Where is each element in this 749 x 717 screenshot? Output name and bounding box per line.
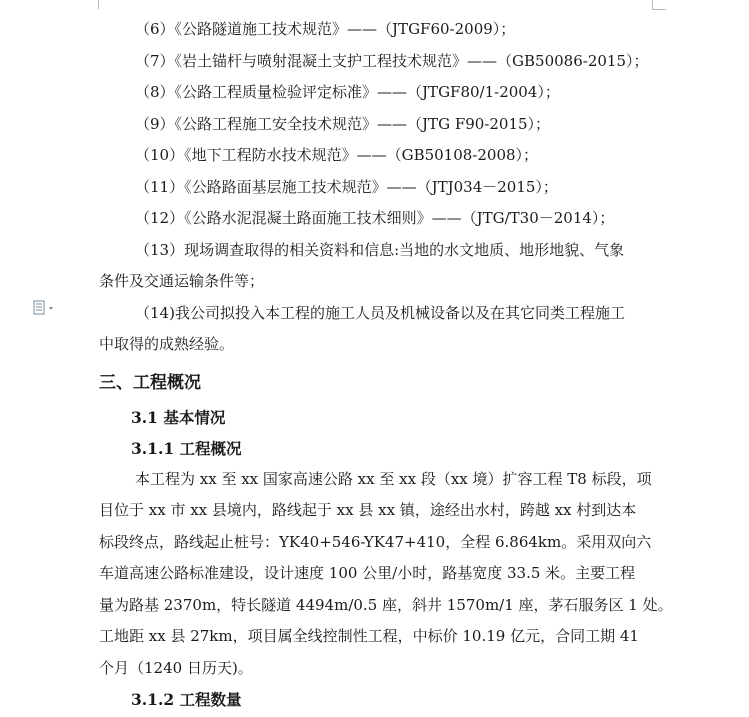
margin-crop-mark-right	[652, 0, 653, 9]
overview-line: 本工程为 xx 至 xx 国家高速公路 xx 至 xx 段（xx 境）扩容工程 T8 标段，项	[135, 469, 652, 488]
paragraph-options-icon[interactable]	[33, 300, 57, 316]
reference-item-8: （8）《公路工程质量检验评定标准》——（JTGF80/1-2004）；	[135, 83, 560, 101]
overview-line: 工地距 xx 县 27km，项目属全线控制性工程，中标价 10.19 亿元，合同工期 41	[99, 627, 639, 645]
reference-item-13-line2: 条件及交通运输条件等；	[99, 272, 265, 290]
reference-item-10: （10）《地下工程防水技术规范》——（GB50108-2008）；	[135, 146, 539, 164]
overview-line: 个月（1240 日历天)。	[99, 658, 253, 677]
reference-item-6: （6）《公路隧道施工技术规范》——（JTGF60-2009）；	[135, 20, 516, 38]
reference-item-7: （7）《岩土锚杆与喷射混凝土支护工程技术规范》——（GB50086-2015）；	[135, 51, 649, 70]
reference-item-13-line1: （13）现场调查取得的相关资料和信息:当地的水文地质、地形地貌、气象	[135, 240, 625, 259]
reference-item-14-line2: 中取得的成熟经验。	[99, 335, 235, 353]
subsection-heading-3-1: 3.1 基本情况	[131, 407, 226, 427]
reference-item-14-line1: （14)我公司拟投入本工程的施工人员及机械设备以及在其它同类工程施工	[135, 303, 625, 322]
margin-crop-mark-left	[98, 0, 99, 9]
subsection-heading-3-1-1: 3.1.1 工程概况	[131, 438, 242, 458]
subsection-heading-3-1-2: 3.1.2 工程数量	[131, 690, 242, 709]
reference-item-11: （11）《公路路面基层施工技术规范》——（JTJ034－2015）；	[135, 177, 558, 196]
overview-line: 目位于 xx 市 xx 县境内，路线起于 xx 县 xx 镇，途经出水村，跨越 xx 村到达本	[99, 501, 637, 519]
margin-crop-mark-right-h	[652, 9, 666, 10]
overview-line: 车道高速公路标准建设，设计速度 100 公里/小时，路基宽度 33.5 米。主要工程	[99, 564, 636, 582]
reference-item-12: （12）《公路水泥混凝土路面施工技术细则》——（JTG/T30－2014）；	[135, 209, 615, 227]
overview-line: 量为路基 2370m，特长隧道 4494m/0.5 座，斜井 1570m/1 座，茅石服务区 1 处。	[99, 595, 673, 614]
overview-line: 标段终点，路线起止桩号：YK40+546-YK47+410，全程 6.864km。采用双向六	[99, 532, 652, 551]
document-body	[99, 14, 673, 715]
reference-item-9: （9）《公路工程施工安全技术规范》——（JTG F90-2015）；	[135, 114, 551, 133]
section-heading: 三、工程概况	[99, 372, 201, 393]
